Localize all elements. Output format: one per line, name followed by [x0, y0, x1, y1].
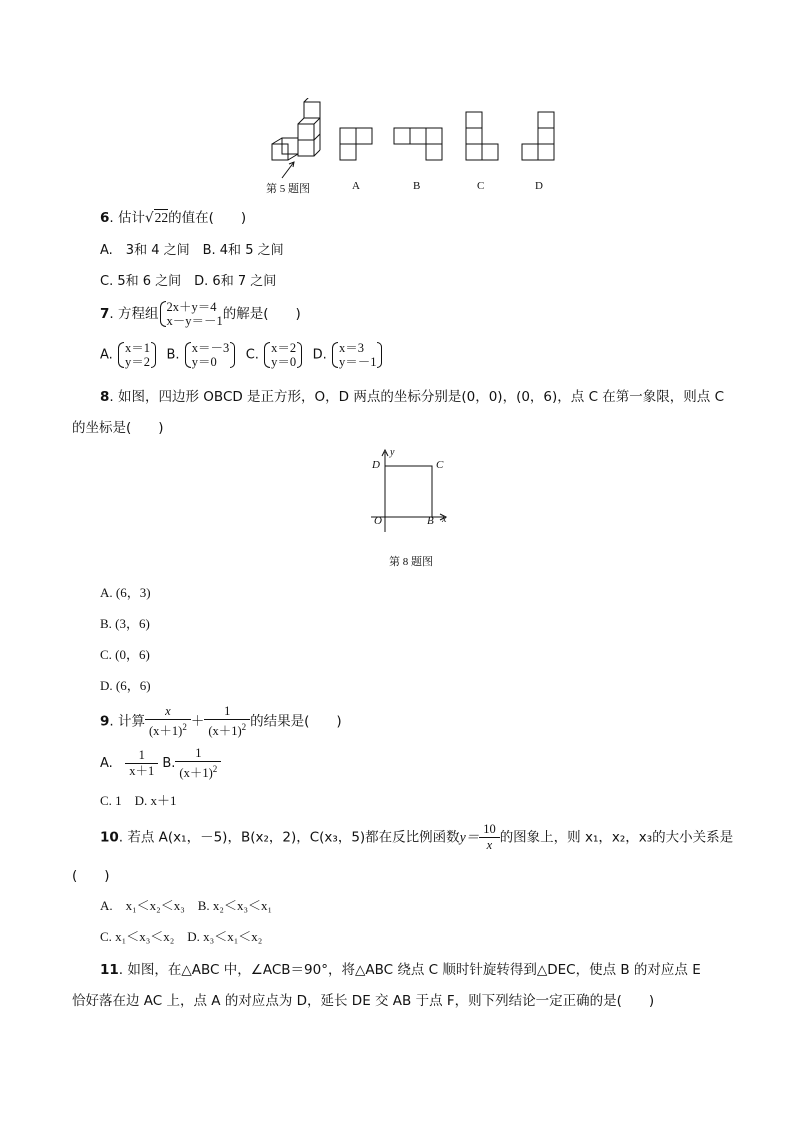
- stem-text: 的解是( ): [222, 306, 301, 322]
- question-9-stem: 9. 计算 $\frac{x}{(x+1)^2}$ ＋ $\frac{1}{(x+1)^2}$ 的结果是( ): [100, 704, 342, 739]
- question-10-stem-line1: 10. 若点 A(x₁，－5)，B(x₂，2)，C(x₃，5)都在反比例函数y＝ $\frac{10}{x}$ 的图象上，则 x₁，x₂，x₃的大小关系是: [100, 822, 734, 852]
- option-a-system: x＝1 y＝2: [117, 341, 150, 369]
- question-8-option-c: C. (0，6): [100, 647, 150, 662]
- option-a-fraction: $\frac{1}{x+1}$: [125, 748, 158, 779]
- function-fraction: $\frac{10}{x}$: [479, 822, 500, 853]
- stem-text: 的结果是( ): [250, 713, 342, 730]
- view-c-drawing: [466, 112, 498, 160]
- option-c-system: x＝2 y＝0: [263, 341, 296, 369]
- option-label: B.: [162, 756, 176, 772]
- fraction-1: $\frac{x}{(x+1)^2}$: [145, 704, 191, 739]
- fig5-label-c: C: [477, 180, 485, 192]
- question-number: 11: [100, 962, 119, 978]
- option-label: B.: [166, 347, 180, 363]
- question-8-option-d: D. (6，6): [100, 678, 151, 693]
- cube-stack-drawing: [272, 98, 320, 178]
- y-axis-label: y: [390, 447, 395, 458]
- fig5-label-a: A: [352, 180, 360, 192]
- function-lhs: y＝: [459, 829, 480, 845]
- question-number: 7: [100, 306, 110, 322]
- option-b-system: x＝－3 y＝0: [184, 341, 230, 369]
- question-7-options: [100, 341, 376, 369]
- question-10-options-row2: C. x₁＜x₃＜x₂ D. x₃＜x₁＜x₂: [100, 929, 263, 944]
- point-b-label: B: [427, 515, 434, 527]
- stem-text: 的图象上，则 x₁，x₂，x₃的大小关系是: [499, 829, 734, 846]
- stem-text: 方程组: [118, 306, 159, 322]
- option-label: A.: [100, 347, 113, 363]
- question-11-stem-line1: 11. 如图，在△ABC 中，∠ACB＝90°，将△ABC 绕点 C 顺时针旋转得到△DEC，使点 B 的对应点 E: [100, 962, 701, 978]
- question-8-option-b: B. (3，6): [100, 616, 150, 631]
- fraction-2: $\frac{1}{(x+1)^2}$: [204, 704, 250, 739]
- question-8-stem-line2: 的坐标是( ): [72, 420, 164, 436]
- question-6-options-row1: A. 3和 4 之间 B. 4和 5 之间: [100, 243, 284, 258]
- stem-text: 若点 A(x₁，－5)，B(x₂，2)，C(x₃，5)都在反比例函数: [127, 829, 460, 846]
- point-d-label: D: [372, 459, 380, 471]
- fig5-caption: 第 5 题图: [266, 183, 310, 195]
- stem-text: 估计: [118, 210, 145, 226]
- question-6-options-row2: C. 5和 6 之间 D. 6和 7 之间: [100, 274, 277, 289]
- question-number: 8: [100, 389, 110, 405]
- origin-label: O: [374, 515, 382, 527]
- stem-text: 的值在( ): [168, 210, 247, 226]
- question-9-options-row1: [100, 746, 221, 781]
- plus-sign: ＋: [190, 713, 205, 729]
- question-7-stem: 7. 方程组 2x＋y＝4 x－y＝－1 的解是( ): [100, 300, 301, 328]
- view-b-drawing: [394, 128, 442, 160]
- view-d-drawing: [522, 112, 554, 160]
- question-number: 10: [100, 829, 119, 846]
- question-8-stem-line1: 8. 如图，四边形 OBCD 是正方形，O，D 两点的坐标分别是(0，0)，(0，6)，点 C 在第一象限，则点 C: [100, 389, 725, 405]
- option-label: D.: [312, 347, 327, 363]
- x-axis-label: x: [442, 514, 447, 525]
- question-11-stem-line2: 恰好落在边 AC 上，点 A 的对应点为 D，延长 DE 交 AB 于点 F，则下列结论一定正确的是( ): [72, 993, 655, 1009]
- question-8-option-a: A. (6，3): [100, 585, 151, 600]
- stem-text: 如图，四边形 OBCD 是正方形，O，D 两点的坐标分别是(0，0)，(0，6)，点 C 在第一象限，则点 C: [118, 389, 725, 405]
- stem-text: 计算: [118, 713, 145, 730]
- question-number: 6: [100, 210, 110, 226]
- option-d-system: x＝3 y＝－1: [331, 341, 377, 369]
- question-number: 9: [100, 713, 110, 730]
- question-9-options-row2: C. 1 D. x＋1: [100, 793, 177, 808]
- option-label: C.: [245, 347, 259, 363]
- point-c-label: C: [436, 459, 444, 471]
- fig5-label-d: D: [535, 180, 543, 192]
- fig8-caption: 第 8 题图: [389, 556, 433, 568]
- question-10-stem-line2: ( ): [72, 868, 110, 884]
- stem-text: 如图，在△ABC 中，∠ACB＝90°，将△ABC 绕点 C 顺时针旋转得到△DEC，使点 B 的对应点 E: [127, 962, 701, 978]
- fig5-label-b: B: [413, 180, 421, 192]
- question-6-stem: 6. 估计√22的值在( ): [100, 210, 247, 226]
- square-obcd: [385, 466, 432, 517]
- equation-system: 2x＋y＝4 x－y＝－1: [159, 300, 223, 328]
- view-a-drawing: [340, 128, 372, 160]
- option-b-fraction: $\frac{1}{(x+1)^2}$: [175, 746, 221, 781]
- question-10-options-row1: A. x₁＜x₂＜x₃ B. x₂＜x₃＜x₁: [100, 898, 273, 913]
- option-label: A.: [100, 756, 113, 772]
- radicand: 22: [154, 210, 169, 225]
